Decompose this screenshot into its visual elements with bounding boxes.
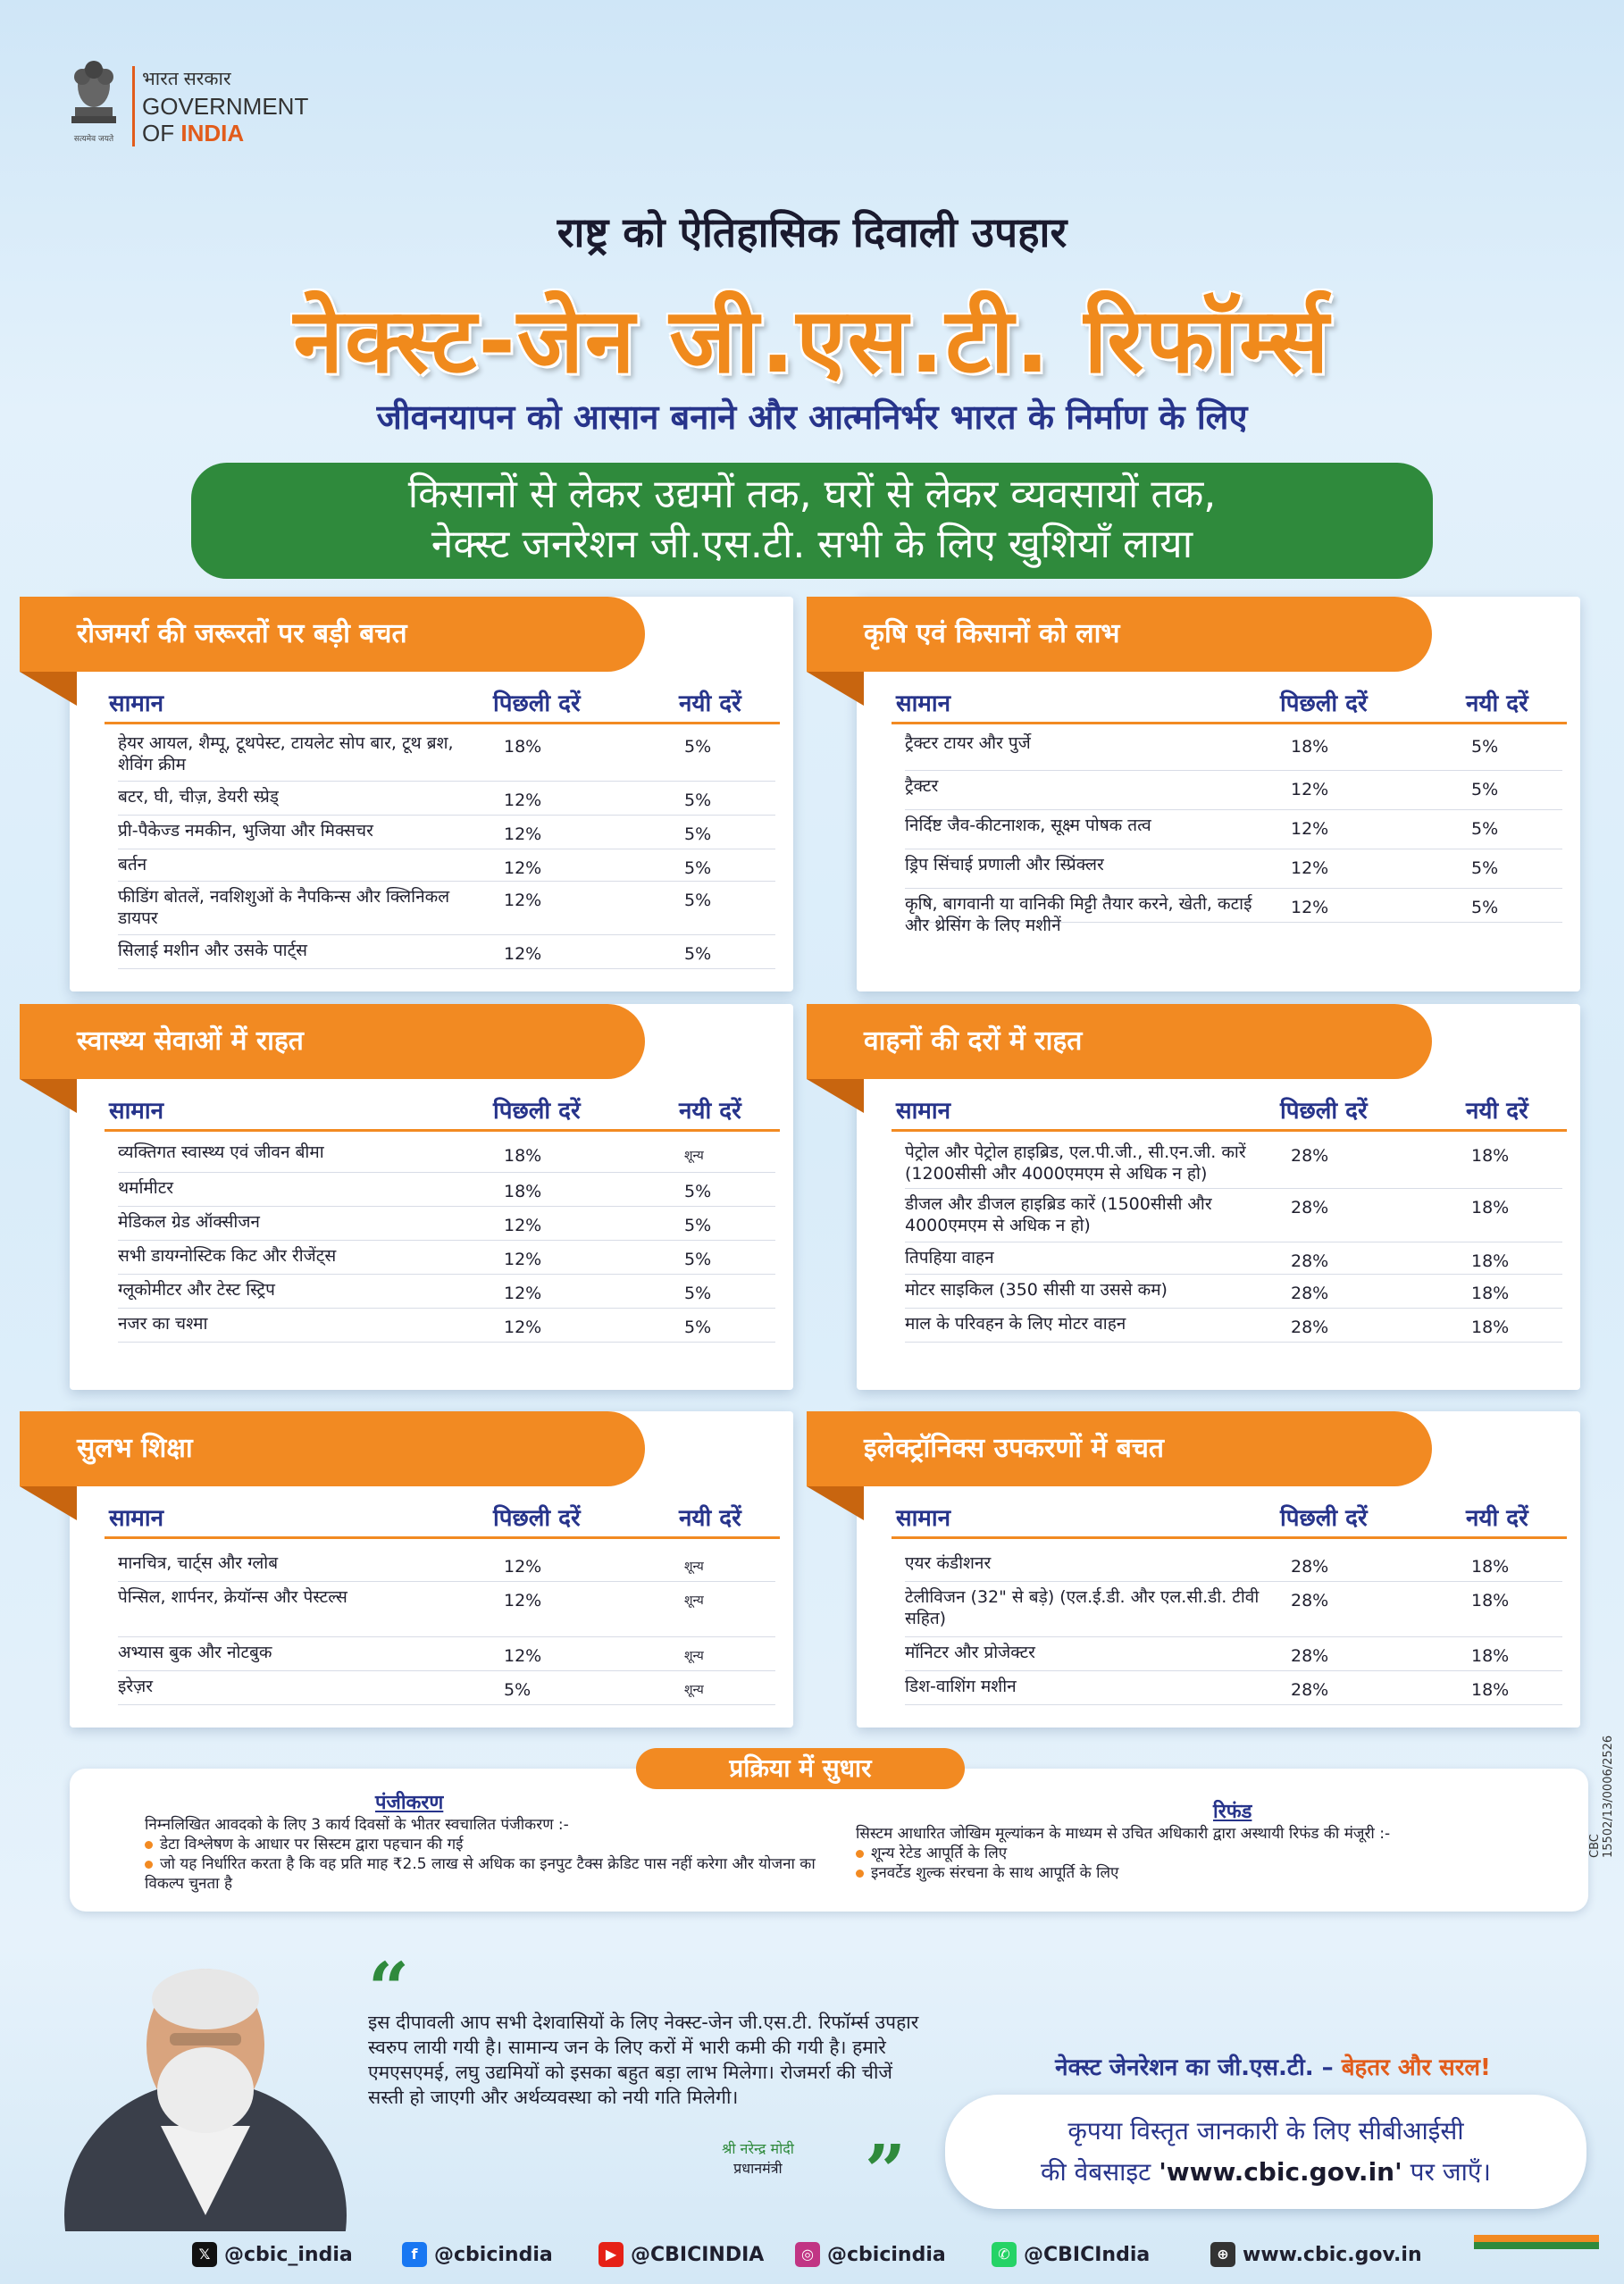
- new-rate: 5%: [684, 824, 712, 844]
- item-name: डिश-वाशिंग मशीन: [905, 1677, 1017, 1696]
- new-rate: 18%: [1471, 1591, 1510, 1611]
- table-row: [905, 854, 1562, 889]
- column-header-item: सामान: [109, 1505, 164, 1532]
- column-header-prev: पिछली दरें: [1280, 690, 1368, 717]
- previous-rate: 18%: [504, 737, 542, 757]
- previous-rate: 28%: [1291, 1646, 1329, 1666]
- previous-rate: 12%: [504, 1216, 542, 1235]
- kicker-heading: राष्ट्र को ऐतिहासिक दिवाली उपहार: [557, 208, 1067, 256]
- open-quote-icon: “: [368, 1946, 410, 2030]
- gov-english-label: GOVERNMENT: [142, 93, 309, 120]
- social-handle: @CBICIndia: [1024, 2243, 1151, 2266]
- item-name: सिलाई मशीन और उसके पार्ट्स: [118, 941, 307, 960]
- social-handle: @cbic_india: [224, 2243, 353, 2266]
- previous-rate: 12%: [504, 1250, 542, 1269]
- table-row: [905, 775, 1562, 810]
- previous-rate: 12%: [504, 1591, 542, 1611]
- new-rate: शून्य: [684, 1594, 704, 1608]
- table-row: [905, 732, 1562, 771]
- item-name: माल के परिवहन के लिए मोटर वाहन: [905, 1314, 1126, 1334]
- new-rate: 18%: [1471, 1251, 1510, 1271]
- item-name: व्यक्तिगत स्वास्थ्य एवं जीवन बीमा: [118, 1142, 324, 1162]
- header-underline: [105, 1536, 780, 1539]
- new-rate: 5%: [684, 891, 712, 910]
- header-underline: [105, 722, 780, 724]
- item-name: ग्लूकोमीटर और टेस्ट स्ट्रिप: [118, 1280, 275, 1300]
- table-row: [905, 1642, 1562, 1671]
- new-rate: 5%: [1471, 819, 1499, 839]
- item-name: मानचित्र, चार्ट्स और ग्लोब: [118, 1553, 279, 1573]
- previous-rate: 12%: [504, 944, 542, 964]
- header-underline: [105, 1129, 780, 1132]
- refund-point: शून्य रेटेड आपूर्ति के लिए: [871, 1845, 1008, 1862]
- info-line-2-post: पर जाएँ।: [1410, 2157, 1491, 2187]
- social-footer: [0, 2235, 1624, 2284]
- gov-hindi-label: भारत सरकार: [142, 69, 231, 89]
- new-rate: 5%: [684, 791, 712, 810]
- new-rate: शून्य: [684, 1560, 704, 1574]
- new-rate: शून्य: [684, 1149, 704, 1163]
- tagline-accent: बेहतर और सरल!: [1341, 2054, 1491, 2081]
- table-row: [905, 1247, 1562, 1275]
- table-row: [118, 1245, 775, 1275]
- item-name: थर्मामीटर: [118, 1178, 174, 1198]
- item-name: ड्रिप सिंचाई प्रणाली और स्प्रिंक्लर: [905, 855, 1104, 874]
- refund-text: [856, 1824, 1570, 1883]
- table-row: [118, 1279, 775, 1309]
- item-name: ट्रैक्टर: [905, 776, 939, 796]
- previous-rate: 12%: [1291, 819, 1329, 839]
- column-header-prev: पिछली दरें: [493, 1505, 581, 1532]
- previous-rate: 28%: [1291, 1146, 1329, 1166]
- previous-rate: 28%: [1291, 1591, 1329, 1611]
- column-header-item: सामान: [109, 690, 164, 717]
- previous-rate: 12%: [1291, 898, 1329, 917]
- new-rate: 18%: [1471, 1198, 1510, 1217]
- section-title: इलेक्ट्रॉनिक्स उपकरणों में बचत: [807, 1411, 1432, 1486]
- previous-rate: 12%: [504, 891, 542, 910]
- previous-rate: 28%: [1291, 1680, 1329, 1700]
- flag-stripe-green: [1474, 2242, 1599, 2249]
- item-name: पेट्रोल और पेट्रोल हाइब्रिड, एल.पी.जी., सी.एन.जी. कारें (1200सीसी और 4000एमएम से अधिक न हो): [905, 1142, 1246, 1184]
- table-row: [905, 893, 1562, 935]
- item-name: प्री-पैकेज्ड नमकीन, भुजिया और मिक्सचर: [118, 821, 373, 841]
- previous-rate: 12%: [1291, 858, 1329, 878]
- table-row: [118, 1142, 775, 1173]
- table-row: [118, 1586, 775, 1637]
- previous-rate: 28%: [1291, 1284, 1329, 1303]
- item-name: तिपहिया वाहन: [905, 1248, 994, 1267]
- social-handle: @cbicindia: [827, 2243, 946, 2266]
- table-row: [118, 1642, 775, 1671]
- registration-point: डेटा विश्लेषण के आधार पर सिस्टम द्वारा पहचान की गई: [160, 1836, 464, 1853]
- table-row: [118, 1676, 775, 1705]
- bullet-icon: [856, 1850, 864, 1858]
- social-link[interactable]: [1210, 2242, 1422, 2267]
- facebook-icon: f: [402, 2242, 427, 2267]
- section-title: वाहनों की दरों में राहत: [807, 1004, 1432, 1079]
- page-subtitle: जीवनयापन को आसान बनाने और आत्मनिर्भर भारत के निर्माण के लिए: [376, 397, 1248, 437]
- social-link[interactable]: [192, 2242, 353, 2267]
- table-row: [905, 1279, 1562, 1309]
- item-name: हेयर आयल, शैम्पू, टूथपेस्ट, टायलेट सोप बार, टूथ ब्रश, शेविंग क्रीम: [118, 733, 454, 774]
- column-header-new: नयी दरें: [1466, 690, 1528, 717]
- government-of-india-logo: [132, 66, 308, 146]
- previous-rate: 12%: [504, 1646, 542, 1666]
- item-name: बर्तन: [118, 855, 147, 874]
- table-row: [118, 1313, 775, 1343]
- process-reform-panel: [70, 1769, 1588, 1912]
- table-row: [905, 1313, 1562, 1343]
- new-rate: 5%: [1471, 858, 1499, 878]
- table-row: [118, 854, 775, 882]
- new-rate: 5%: [684, 737, 712, 757]
- registration-point: जो यह निर्धारित करता है कि वह प्रति माह ₹2.5 लाख से अधिक का इनपुट टैक्स क्रेडिट पास नहीं करेगा और योजना का विकल्प चुनता है: [145, 1855, 816, 1893]
- column-header-item: सामान: [896, 690, 951, 717]
- info-line-1: कृपया विस्तृत जानकारी के लिए सीबीआईसी: [1067, 2116, 1464, 2146]
- instagram-icon: ◎: [795, 2242, 820, 2267]
- header-underline: [892, 1536, 1567, 1539]
- registration-text: [145, 1815, 824, 1894]
- previous-rate: 28%: [1291, 1557, 1329, 1577]
- item-name: बटर, घी, चीज़, डेयरी स्प्रेड्: [118, 787, 279, 807]
- social-handle: www.cbic.gov.in: [1243, 2243, 1422, 2266]
- table-row: [118, 786, 775, 816]
- item-name: नजर का चश्मा: [118, 1314, 208, 1334]
- info-line-2-pre: की वेबसाइट: [1041, 2157, 1151, 2187]
- item-name: कृषि, बागवानी या वानिकी मिट्टी तैयार करने, खेती, कटाई और थ्रेसिंग के लिए मशीनें: [905, 894, 1252, 935]
- column-header-item: सामान: [896, 1505, 951, 1532]
- item-name: अभ्यास बुक और नोटबुक: [118, 1643, 272, 1662]
- table-row: [905, 1676, 1562, 1705]
- new-rate: 5%: [684, 1216, 712, 1235]
- table-row: [118, 820, 775, 849]
- new-rate: 5%: [684, 1284, 712, 1303]
- new-rate: 18%: [1471, 1146, 1510, 1166]
- column-header-new: नयी दरें: [679, 1098, 741, 1125]
- website-link[interactable]: 'www.cbic.gov.in': [1159, 2157, 1402, 2187]
- banner-line-1: किसानों से लेकर उद्यमों तक, घरों से लेकर व्यवसायों तक,: [407, 472, 1217, 517]
- item-name: निर्दिष्ट जैव-कीटनाशक, सूक्ष्म पोषक तत्व: [905, 816, 1151, 835]
- column-header-new: नयी दरें: [679, 690, 741, 717]
- banner-line-2: नेक्स्ट जनरेशन जी.एस.टी. सभी के लिए खुशियाँ लाया: [431, 522, 1193, 567]
- refund-heading: रिफंड: [1213, 1801, 1252, 1823]
- item-name: टेलीविजन (32" से बड़े) (एल.ई.डी. और एल.सी.डी. टीवी सहित): [905, 1587, 1260, 1628]
- table-row: [905, 1193, 1562, 1242]
- new-rate: शून्य: [684, 1683, 704, 1697]
- registration-intro: निम्नलिखित आवदको के लिए 3 कार्य दिवसों के भीतर स्वचालित पंजीकरण :-: [145, 1816, 569, 1834]
- item-name: ट्रैक्टर टायर और पुर्जे: [905, 733, 1031, 753]
- previous-rate: 18%: [504, 1182, 542, 1201]
- new-rate: 5%: [684, 1250, 712, 1269]
- table-row: [905, 815, 1562, 849]
- new-rate: शून्य: [684, 1649, 704, 1663]
- item-name: पेन्सिल, शार्पनर, क्रेयॉन्स और पेस्टल्स: [118, 1587, 347, 1607]
- previous-rate: 18%: [504, 1146, 542, 1166]
- refund-point: इनवर्टेड शुल्क संरचना के साथ आपूर्ति के लिए: [871, 1864, 1119, 1882]
- quote-attribution: [722, 2139, 794, 2179]
- previous-rate: 12%: [504, 791, 542, 810]
- header-underline: [892, 1129, 1567, 1132]
- table-row: [118, 1177, 775, 1207]
- column-header-new: नयी दरें: [1466, 1505, 1528, 1532]
- table-row: [118, 886, 775, 935]
- column-header-new: नयी दरें: [679, 1505, 741, 1532]
- item-name: मोटर साइकिल (350 सीसी या उससे कम): [905, 1280, 1168, 1300]
- new-rate: 5%: [684, 1182, 712, 1201]
- new-rate: 18%: [1471, 1318, 1510, 1337]
- new-rate: 5%: [684, 858, 712, 878]
- previous-rate: 28%: [1291, 1318, 1329, 1337]
- table-row: [905, 1552, 1562, 1582]
- column-header-prev: पिछली दरें: [493, 690, 581, 717]
- new-rate: 18%: [1471, 1284, 1510, 1303]
- youtube-icon: ▶: [599, 2242, 624, 2267]
- tagline: [974, 2050, 1572, 2082]
- flag-stripe-saffron: [1474, 2235, 1599, 2242]
- gov-of-label: OF: [142, 120, 175, 146]
- new-rate: 18%: [1471, 1646, 1510, 1666]
- bullet-icon: [856, 1870, 864, 1878]
- previous-rate: 28%: [1291, 1251, 1329, 1271]
- section-title: कृषि एवं किसानों को लाभ: [807, 597, 1432, 672]
- item-name: एयर कंडीशनर: [905, 1553, 992, 1573]
- new-rate: 5%: [684, 1318, 712, 1337]
- website-info-pill: [945, 2095, 1586, 2209]
- item-name: फीडिंग बोतलें, नवशिशुओं के नैपकिन्स और क्लिनिकल डायपर: [118, 887, 450, 928]
- column-header-prev: पिछली दरें: [1280, 1098, 1368, 1125]
- quote-author: श्री नरेन्द्र मोदी: [722, 2140, 794, 2157]
- table-row: [118, 1211, 775, 1241]
- social-link[interactable]: [992, 2242, 1150, 2267]
- previous-rate: 12%: [504, 824, 542, 844]
- section-title: स्वास्थ्य सेवाओं में राहत: [20, 1004, 645, 1079]
- refund-intro: सिस्टम आधारित जोखिम मूल्यांकन के माध्यम से उचित अधिकारी द्वारा अस्थायी रिफंड की मंजूरी :-: [856, 1825, 1391, 1843]
- page-title: नेक्स्ट-जेन जी.एस.टी. रिफॉर्म्स: [293, 289, 1331, 393]
- social-link[interactable]: [402, 2242, 553, 2267]
- column-header-new: नयी दरें: [1466, 1098, 1528, 1125]
- process-reform-heading: प्रक्रिया में सुधार: [636, 1748, 965, 1789]
- close-quote-icon: ”: [865, 2129, 907, 2213]
- social-link[interactable]: [599, 2242, 764, 2267]
- previous-rate: 12%: [504, 1318, 542, 1337]
- globe-icon: ⊕: [1210, 2242, 1235, 2267]
- new-rate: 18%: [1471, 1557, 1510, 1577]
- previous-rate: 12%: [504, 858, 542, 878]
- emblem-motto: सत्यमेव जयते: [73, 135, 114, 144]
- table-row: [905, 1142, 1562, 1189]
- new-rate: 5%: [1471, 737, 1499, 757]
- section-title: सुलभ शिक्षा: [20, 1411, 645, 1486]
- previous-rate: 12%: [1291, 780, 1329, 799]
- pm-quote: इस दीपावली आप सभी देशवासियों के लिए नेक्स्ट-जेन जी.एस.टी. रिफॉर्म्स उपहार स्वरुप लायी गयी है। सामान्य जन के लिए करों में भारी कमी की गयी है। हमारे एमएसएमई, लघु उद्यमियों को इसका बहुत बड़ा लाभ मिलेगा। रोजमर्रा की चीजें सस्ती हो जाएगी और अर्थव्यवस्था को नयी गति मिलेगी।: [368, 2012, 919, 2108]
- gov-india-label: INDIA: [180, 120, 245, 146]
- new-rate: 5%: [684, 944, 712, 964]
- new-rate: 18%: [1471, 1680, 1510, 1700]
- column-header-prev: पिछली दरें: [1280, 1505, 1368, 1532]
- item-name: इरेज़र: [118, 1677, 153, 1696]
- column-header-prev: पिछली दरें: [493, 1098, 581, 1125]
- previous-rate: 12%: [504, 1284, 542, 1303]
- cbc-code: CBC 15502/13/0006/2526: [1588, 1735, 1615, 1858]
- item-name: मॉनिटर और प्रोजेक्टर: [905, 1643, 1035, 1662]
- social-handle: @cbicindia: [434, 2243, 553, 2266]
- item-name: मेडिकल ग्रेड ऑक्सीजन: [118, 1212, 260, 1232]
- pm-portrait: [63, 1947, 348, 2231]
- new-rate: 5%: [1471, 898, 1499, 917]
- bullet-icon: [145, 1861, 153, 1869]
- previous-rate: 5%: [504, 1680, 532, 1700]
- item-name: डीजल और डीजल हाइब्रिड कारें (1500सीसी और 4000एमएम से अधिक न हो): [905, 1194, 1212, 1235]
- registration-heading: पंजीकरण: [375, 1792, 444, 1814]
- new-rate: 5%: [1471, 780, 1499, 799]
- previous-rate: 18%: [1291, 737, 1329, 757]
- column-header-item: सामान: [109, 1098, 164, 1125]
- social-handle: @CBICINDIA: [631, 2243, 765, 2266]
- x-icon: 𝕏: [192, 2242, 217, 2267]
- section-title: रोजमर्रा की जरूरतों पर बड़ी बचत: [20, 597, 645, 672]
- table-row: [905, 1586, 1562, 1637]
- table-row: [118, 1552, 775, 1582]
- previous-rate: 28%: [1291, 1198, 1329, 1217]
- quote-role: प्रधानमंत्री: [733, 2160, 783, 2177]
- header-underline: [892, 722, 1567, 724]
- column-header-item: सामान: [896, 1098, 951, 1125]
- table-row: [118, 940, 775, 969]
- green-banner: [191, 463, 1433, 579]
- national-emblem-icon: [63, 52, 125, 150]
- bullet-icon: [145, 1841, 153, 1849]
- tagline-main: नेक्स्ट जेनरेशन का जी.एस.टी. –: [1055, 2054, 1334, 2081]
- previous-rate: 12%: [504, 1557, 542, 1577]
- item-name: सभी डायग्नोस्टिक किट और रीजेंट्स: [118, 1246, 337, 1266]
- whatsapp-icon: ✆: [992, 2242, 1017, 2267]
- social-link[interactable]: [795, 2242, 946, 2267]
- table-row: [118, 732, 775, 782]
